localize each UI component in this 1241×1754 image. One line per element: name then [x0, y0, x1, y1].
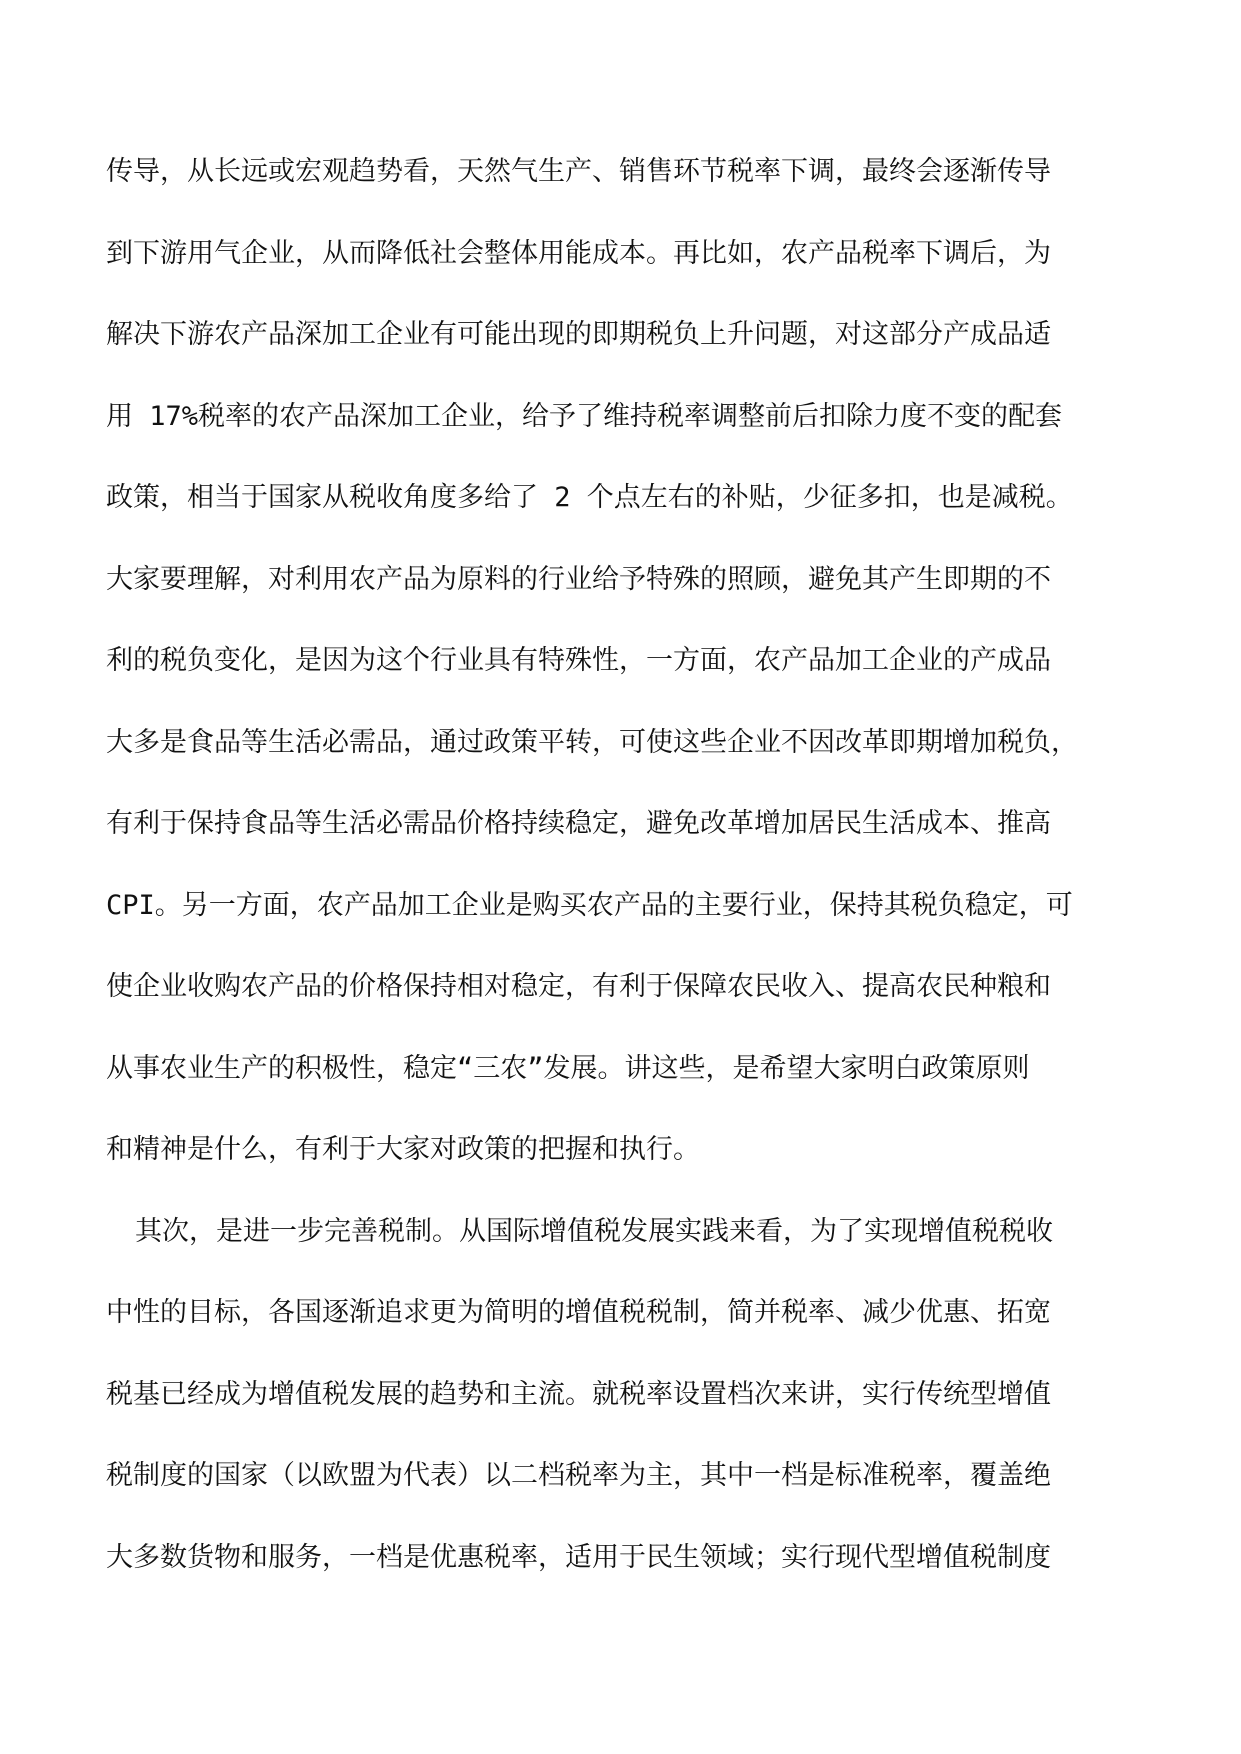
- text-line: 和精神是什么，有利于大家对政策的把握和执行。: [106, 1134, 700, 1165]
- text-line: 从事农业生产的积极性，稳定“三农”发展。讲这些，是希望大家明白政策原则: [106, 1052, 1030, 1084]
- text-line: 大多是食品等生活必需品，通过政策平转，可使这些企业不因改革即期增加税负，: [106, 726, 1078, 758]
- text-line: 使企业收购农产品的价格保持相对稳定，有利于保障农民收入、提高农民种粮和: [106, 971, 1051, 1002]
- text-line: 用 17%税率的农产品深加工企业，给予了维持税率调整前后扣除力度不变的配套: [106, 400, 1063, 432]
- text-line: 利的税负变化，是因为这个行业具有特殊性，一方面，农产品加工企业的产成品: [106, 645, 1051, 676]
- text-line: 税基已经成为增值税发展的趋势和主流。就税率设置档次来讲，实行传统型增值: [106, 1378, 1051, 1410]
- text-line: 到下游用气企业，从而降低社会整体用能成本。再比如，农产品税率下调后，为: [106, 237, 1051, 269]
- text-line: 大多数货物和服务，一档是优惠税率，适用于民生领域；实行现代型增值税制度: [106, 1541, 1051, 1573]
- text-line: 税制度的国家（以欧盟为代表）以二档税率为主，其中一档是标准税率，覆盖绝: [106, 1460, 1051, 1491]
- paragraph-start-line: 其次，是进一步完善税制。从国际增值税发展实践来看，为了实现增值税税收: [135, 1215, 1053, 1247]
- text-line: 有利于保持食品等生活必需品价格持续稳定，避免改革增加居民生活成本、推高: [106, 808, 1051, 839]
- body-text: [106, 152, 1136, 1619]
- text-line: 政策，相当于国家从税收角度多给了 2 个点左右的补贴，少征多扣，也是减税。: [106, 482, 1073, 513]
- text-line: 传导，从长远或宏观趋势看，天然气生产、销售环节税率下调，最终会逐渐传导: [106, 156, 1051, 187]
- text-line: 中性的目标，各国逐渐追求更为简明的增值税税制，简并税率、减少优惠、拓宽: [106, 1297, 1051, 1328]
- text-line: 解决下游农产品深加工企业有可能出现的即期税负上升问题，对这部分产成品适: [106, 319, 1051, 350]
- text-line: CPI。另一方面，农产品加工企业是购买农产品的主要行业，保持其税负稳定，可: [106, 889, 1073, 921]
- text-line: 大家要理解，对利用农产品为原料的行业给予特殊的照顾，避免其产生即期的不: [106, 563, 1051, 595]
